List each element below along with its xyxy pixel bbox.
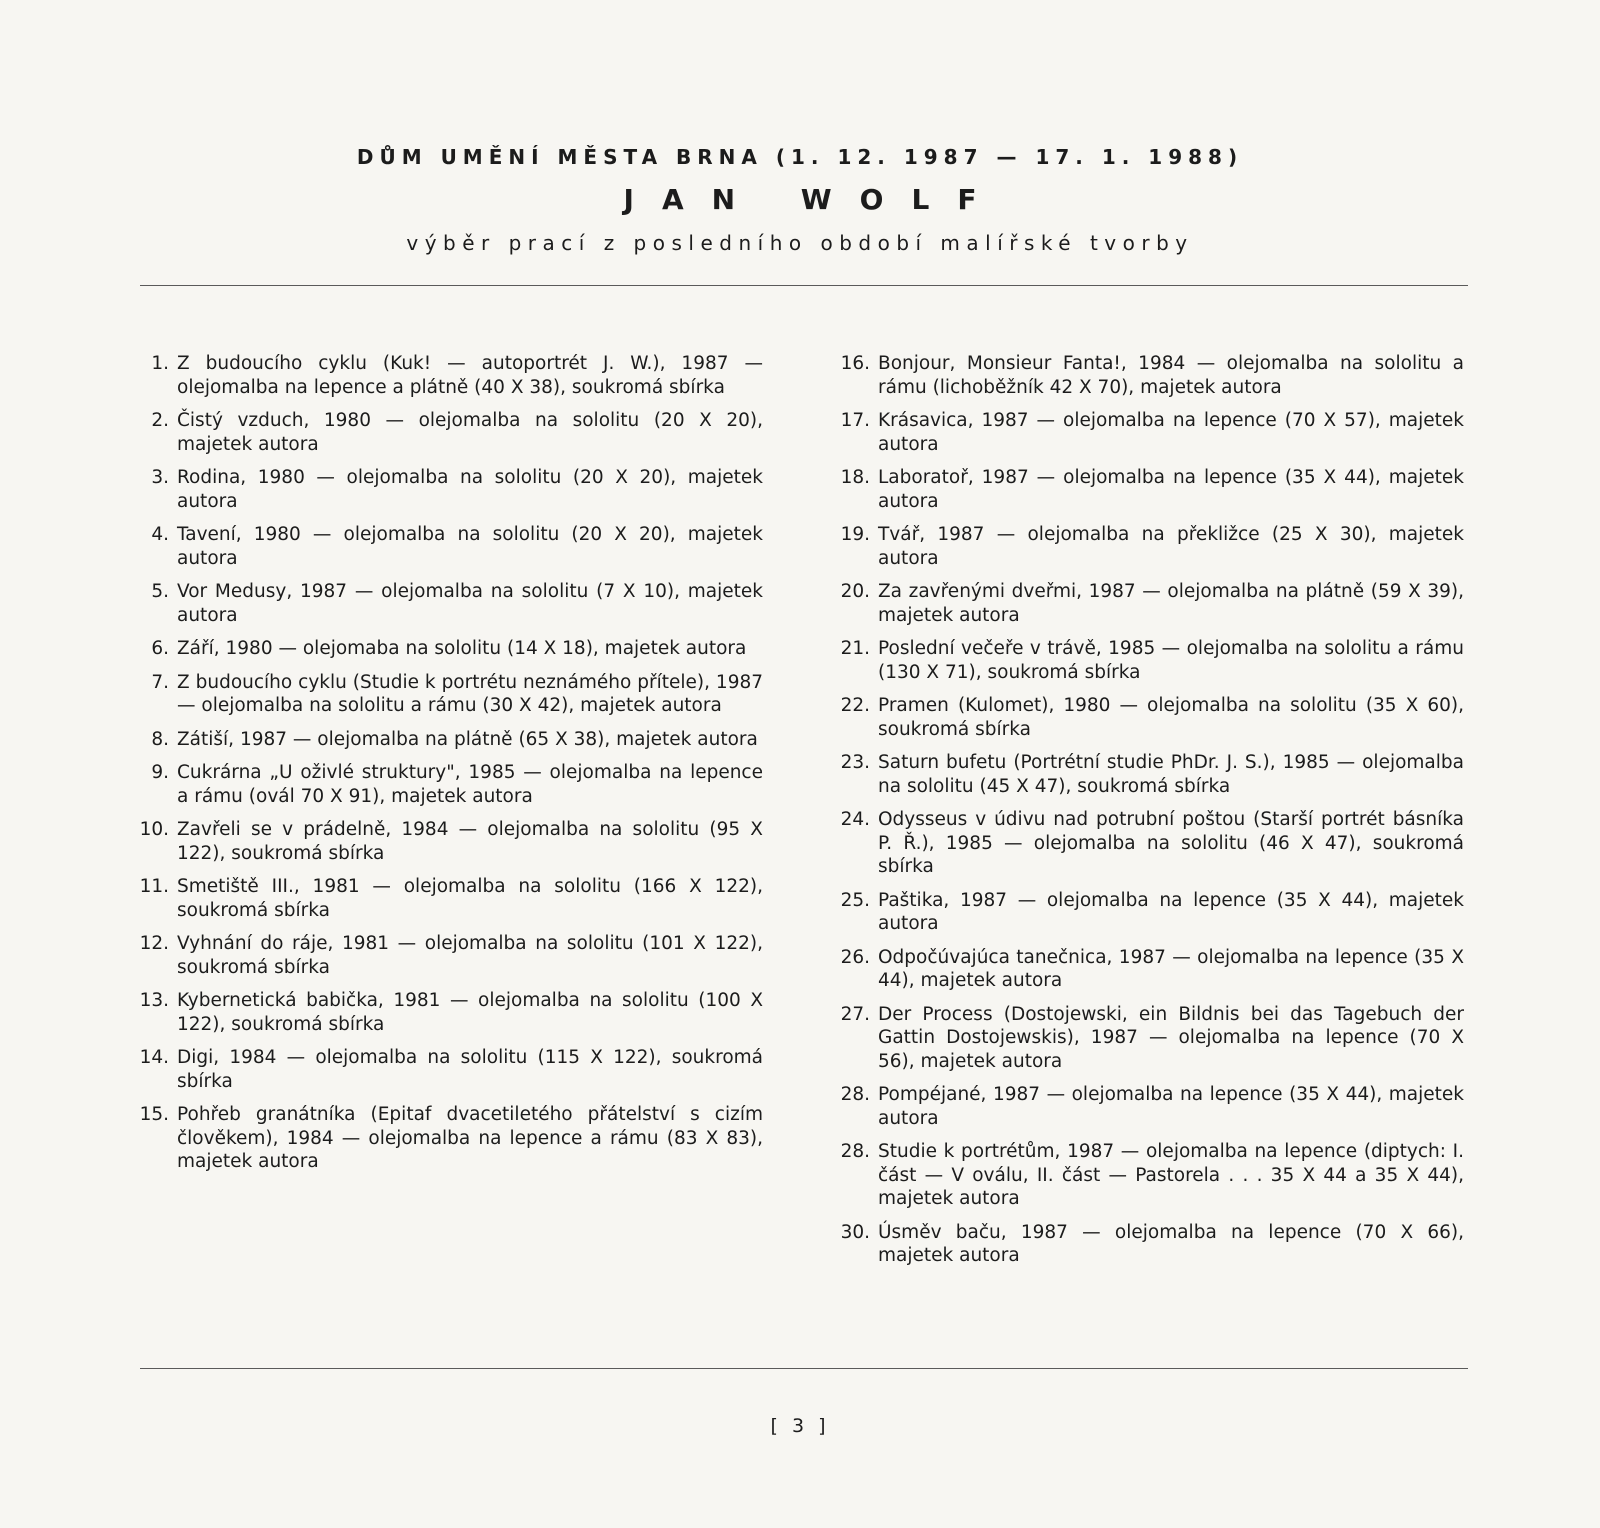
catalog-entry: [836, 808, 1464, 879]
entry-number: 25.: [840, 889, 870, 911]
entry-text: Tvář, 1987 — olejomalba na překližce (25 X 30), majetek autora: [878, 524, 1464, 569]
entry-number: 8.: [151, 728, 169, 750]
entry-number: 16.: [840, 353, 870, 374]
catalog-entry: [135, 761, 763, 808]
entry-text: Saturn bufetu (Portrétní studie PhDr. J. S.), 1985 — olejomalba na sololitu (45 X 47), soukromá sbírka: [878, 752, 1464, 797]
entry-number: 20.: [840, 581, 870, 602]
exhibition-subtitle: výběr prací z posledního období malířské tvorby: [406, 231, 1194, 255]
catalog-entry: [836, 889, 1464, 936]
entry-text: Za zavřenými dveřmi, 1987 — olejomalba na plátně (59 X 39), majetek autora: [878, 581, 1464, 626]
entry-text: Digi, 1984 — olejomalba na sololitu (115 X 122), soukromá sbírka: [177, 1047, 763, 1092]
entry-text: Z budoucího cyklu (Kuk! — autoportrét J. W.), 1987 — olejomalba na lepence a plátně (40 X 38), soukromá sbírka: [177, 353, 763, 398]
entry-text: Z budoucího cyklu (Studie k portrétu neznámého přítele), 1987 — olejomalba na sololitu a rámu (30 X 42), majetek autora: [177, 671, 763, 716]
catalog-column-left: [135, 352, 763, 1184]
entry-number: 11.: [139, 876, 169, 897]
catalog-entry: [135, 1103, 763, 1174]
catalog-column-right: [836, 352, 1464, 1278]
entry-number: 17.: [840, 410, 870, 431]
page-number: [ 3 ]: [770, 1415, 830, 1437]
catalog-entry: [836, 523, 1464, 570]
entry-text: Zátiší, 1987 — olejomalba na plátně (65 X 38), majetek autora: [177, 728, 758, 750]
catalog-entry: [836, 580, 1464, 627]
entry-number: 1.: [151, 353, 169, 374]
entry-text: Pohřeb granátníka (Epitaf dvacetiletého přátelství s cizím člověkem), 1984 — olejomalba na lepence a rámu (83 X 83), majetek autora: [177, 1104, 763, 1172]
catalog-entry: [836, 1003, 1464, 1074]
entry-number: 19.: [840, 524, 870, 545]
entry-text: Krásavica, 1987 — olejomalba na lepence (70 X 57), majetek autora: [878, 410, 1464, 455]
entry-text: Bonjour, Monsieur Fanta!, 1984 — olejomalba na sololitu a rámu (lichoběžník 42 X 70), majetek autora: [878, 353, 1464, 398]
top-divider: [140, 285, 1468, 286]
entry-number: 23.: [840, 752, 870, 773]
catalog-entry: [836, 946, 1464, 993]
entry-text: Paštika, 1987 — olejomalba na lepence (35 X 44), majetek autora: [878, 889, 1464, 934]
entry-number: 14.: [139, 1047, 169, 1068]
entry-text: Čistý vzduch, 1980 — olejomalba na sololitu (20 X 20), majetek autora: [177, 410, 763, 455]
catalog-entry: [135, 818, 763, 865]
catalog-entry: [135, 728, 763, 752]
entry-text: Studie k portrétům, 1987 — olejomalba na lepence (diptych: I. část — V oválu, II. část — Pastorela . . . 35 X 44 a 35 X 44), majetek autora: [878, 1141, 1464, 1209]
catalog-entry: [135, 466, 763, 513]
catalog-entry: [135, 989, 763, 1036]
entry-number: 12.: [139, 933, 169, 954]
entry-text: Vyhnání do ráje, 1981 — olejomalba na sololitu (101 X 122), soukromá sbírka: [177, 933, 763, 978]
entry-text: Zavřeli se v prádelně, 1984 — olejomalba na sololitu (95 X 122), soukromá sbírka: [177, 819, 763, 864]
entry-number: 24.: [840, 809, 870, 830]
catalog-entry: [836, 409, 1464, 456]
entry-number: 21.: [840, 638, 870, 659]
entry-number: 5.: [151, 581, 169, 602]
entry-text: Září, 1980 — olejomaba na sololitu (14 X 18), majetek autora: [177, 638, 747, 659]
entry-number: 30.: [840, 1221, 870, 1243]
entry-number: 26.: [840, 946, 870, 968]
catalog-entry: [135, 1046, 763, 1093]
catalog-entry: [836, 352, 1464, 399]
catalog-entry: [135, 875, 763, 922]
entry-text: Odysseus v údivu nad potrubní poštou (Starší portrét básníka P. Ř.), 1985 — olejomalba na sololitu (46 X 47), soukromá sbírka: [878, 809, 1464, 877]
entry-text: Smetiště III., 1981 — olejomalba na sololitu (166 X 122), soukromá sbírka: [177, 876, 763, 921]
entry-text: Laboratoř, 1987 — olejomalba na lepence (35 X 44), majetek autora: [878, 467, 1464, 512]
catalog-entry: [836, 1221, 1464, 1268]
entry-number: 28.: [840, 1141, 870, 1162]
catalog-entry: [135, 523, 763, 570]
entry-text: Kybernetická babička, 1981 — olejomalba na sololitu (100 X 122), soukromá sbírka: [177, 990, 763, 1035]
catalog-entry: [836, 1083, 1464, 1130]
entry-number: 15.: [139, 1104, 169, 1125]
entry-number: 18.: [840, 467, 870, 488]
catalog-entry: [135, 637, 763, 661]
catalog-entry: [135, 671, 763, 718]
entry-number: 2.: [151, 410, 169, 431]
entry-text: Pompéjané, 1987 — olejomalba na lepence (35 X 44), majetek autora: [878, 1084, 1464, 1129]
catalog-entry: [135, 352, 763, 399]
entry-number: 22.: [840, 695, 870, 716]
entry-number: 27.: [840, 1003, 870, 1025]
entry-text: Pramen (Kulomet), 1980 — olejomalba na sololitu (35 X 60), soukromá sbírka: [878, 695, 1464, 740]
catalog-entry: [836, 694, 1464, 741]
entry-text: Odpočúvajúca tanečnica, 1987 — olejomalba na lepence (35 X 44), majetek autora: [878, 946, 1464, 991]
entry-number: 10.: [139, 819, 169, 840]
catalog-entry: [135, 580, 763, 627]
entry-text: Úsměv baču, 1987 — olejomalba na lepence (70 X 66), majetek autora: [878, 1221, 1464, 1266]
entry-text: Poslední večeře v trávě, 1985 — olejomalba na sololitu a rámu (130 X 71), soukromá sbírka: [878, 638, 1464, 683]
entry-number: 4.: [151, 524, 169, 545]
entry-number: 28.: [840, 1084, 870, 1105]
entry-number: 13.: [139, 990, 169, 1011]
catalog-entry: [135, 932, 763, 979]
catalog-entry: [135, 409, 763, 456]
entry-text: Tavení, 1980 — olejomalba na sololitu (20 X 20), majetek autora: [177, 524, 763, 569]
entry-number: 9.: [151, 762, 169, 783]
entry-text: Der Process (Dostojewski, ein Bildnis bei das Tagebuch der Gattin Dostojewskis), 1987 — olejomalba na lepence (70 X 56), majetek autora: [878, 1003, 1464, 1072]
artist-name: JAN WOLF: [623, 183, 1005, 216]
entry-text: Cukrárna „U oživlé struktury", 1985 — olejomalba na lepence a rámu (ovál 70 X 91), majetek autora: [177, 762, 763, 807]
entry-text: Rodina, 1980 — olejomalba na sololitu (20 X 20), majetek autora: [177, 467, 763, 512]
entry-number: 6.: [151, 638, 169, 659]
catalog-entry: [836, 751, 1464, 798]
bottom-divider: [140, 1368, 1468, 1369]
entry-number: 7.: [151, 671, 169, 693]
entry-text: Vor Medusy, 1987 — olejomalba na sololitu (7 X 10), majetek autora: [177, 581, 763, 626]
catalog-entry: [836, 1140, 1464, 1211]
catalog-entry: [836, 637, 1464, 684]
venue-title: DŮM UMĚNÍ MĚSTA BRNA (1. 12. 1987 — 17. 1. 1988): [356, 145, 1244, 169]
catalog-entry: [836, 466, 1464, 513]
page-header: [0, 140, 1600, 258]
entry-number: 3.: [151, 467, 169, 488]
